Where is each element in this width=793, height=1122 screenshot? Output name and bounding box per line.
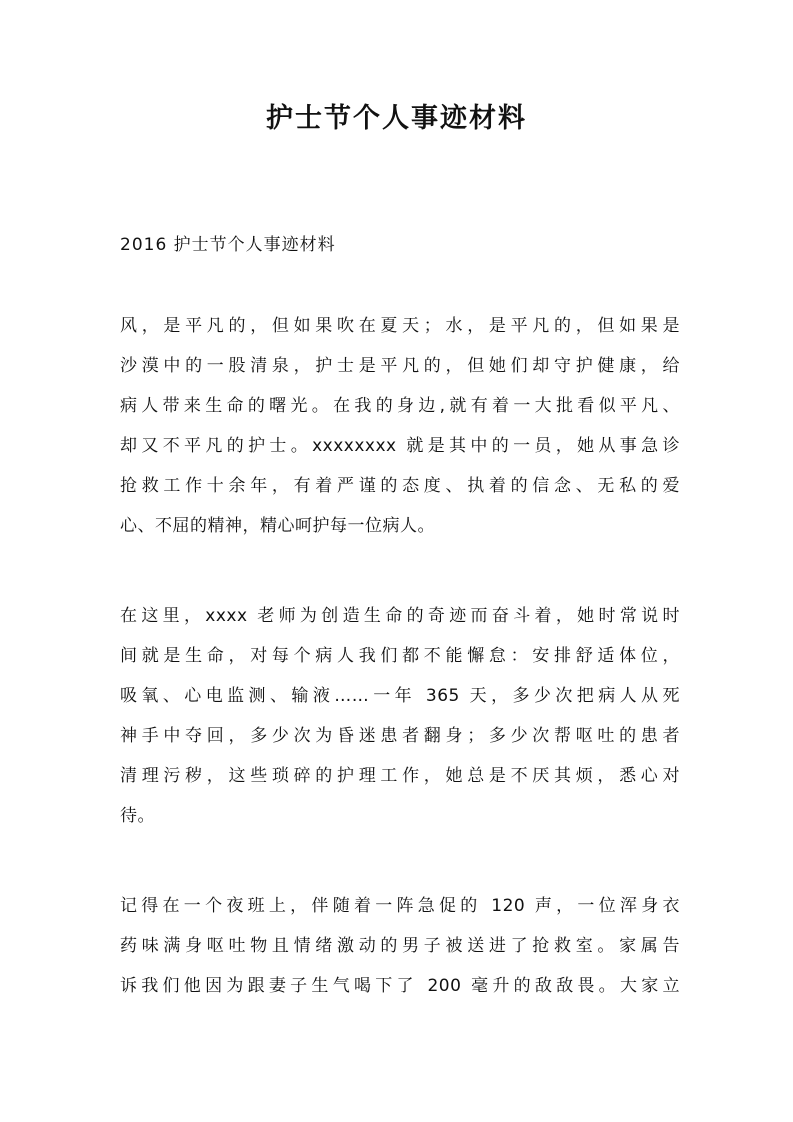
- paragraph-line: 诉我们他因为跟妻子生气喝下了 200 毫升的敌敌畏。大家立: [120, 976, 680, 996]
- paragraph-line: 吸氧、心电监测、输液……一年 365 天，多少次把病人从死: [120, 686, 680, 706]
- paragraph-line: 间就是生命，对每个病人我们都不能懈怠：安排舒适体位，: [120, 646, 680, 666]
- paragraph-line: 待。: [120, 806, 155, 826]
- paragraph-2: [120, 596, 680, 836]
- paragraph-line: 神手中夺回，多少次为昏迷患者翻身；多少次帮呕吐的患者: [120, 726, 680, 746]
- paragraph-line: 风，是平凡的，但如果吹在夏天；水，是平凡的，但如果是: [120, 316, 680, 336]
- document-subtitle: 2016 护士节个人事迹材料: [120, 235, 336, 255]
- paragraph-line: 沙漠中的一股清泉，护士是平凡的，但她们却守护健康，给: [120, 356, 680, 376]
- paragraph-line: 却又不平凡的护士。xxxxxxxx 就是其中的一员，她从事急诊: [120, 436, 680, 456]
- document-title: 护士节个人事迹材料: [266, 103, 527, 134]
- paragraph-line: 记得在一个夜班上，伴随着一阵急促的 120 声，一位浑身衣: [120, 896, 680, 916]
- paragraph-line: 心、不屈的精神，精心呵护每一位病人。: [120, 516, 435, 536]
- paragraph-line: 清理污秽，这些琐碎的护理工作，她总是不厌其烦，悉心对: [120, 766, 680, 786]
- paragraph-line: 病人带来生命的曙光。在我的身边,就有着一大批看似平凡、: [120, 396, 680, 416]
- paragraph-3: [120, 886, 680, 1006]
- paragraph-line: 抢救工作十余年，有着严谨的态度、执着的信念、无私的爱: [120, 476, 680, 496]
- paragraph-line: 在这里，xxxx 老师为创造生命的奇迹而奋斗着，她时常说时: [120, 606, 680, 626]
- paragraph-line: 药味满身呕吐物且情绪激动的男子被送进了抢救室。家属告: [120, 936, 680, 956]
- paragraph-1: [120, 306, 680, 546]
